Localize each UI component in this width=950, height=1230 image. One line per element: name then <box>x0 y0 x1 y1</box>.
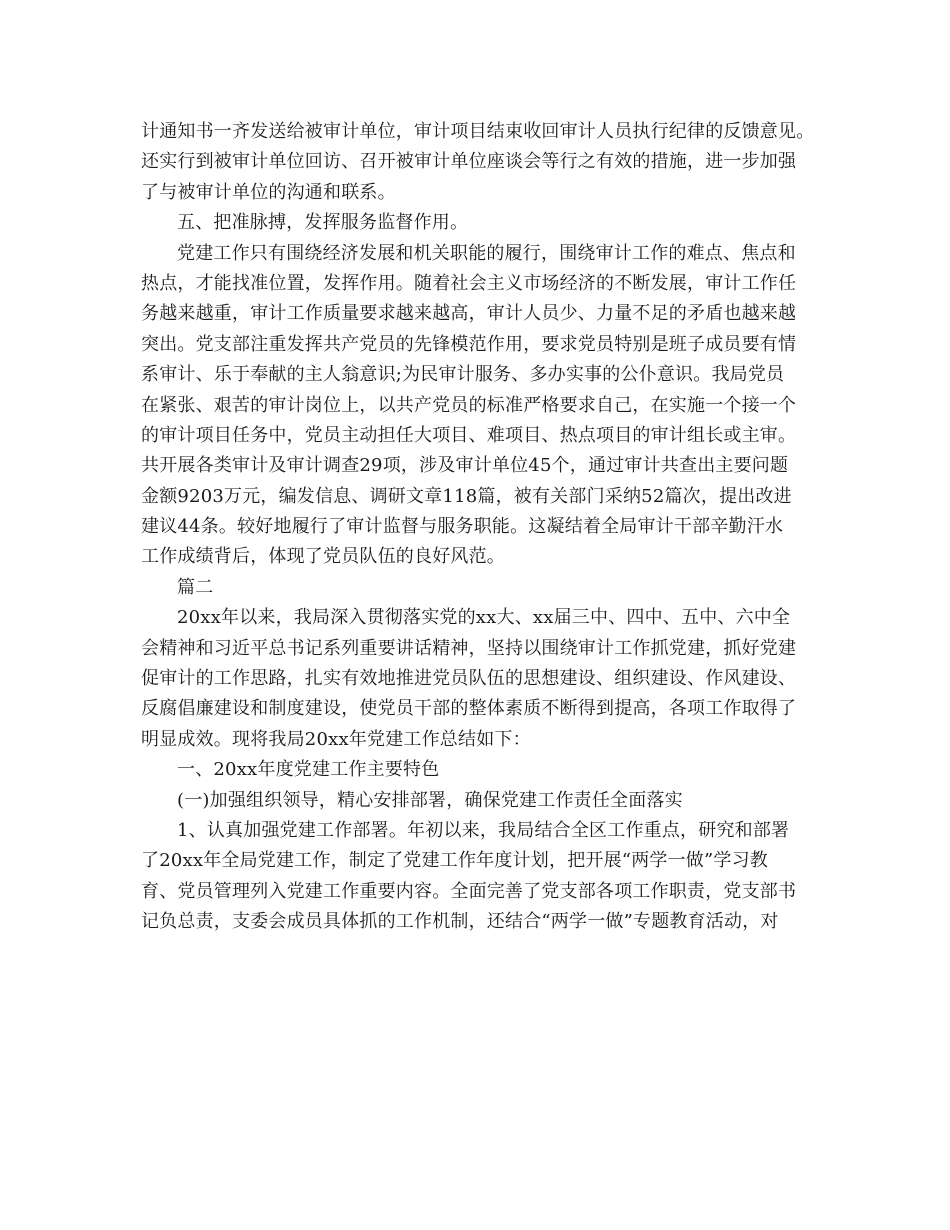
text-line: 促审计的工作思路，扎实有效地推进党员队伍的思想建设、组织建设、作风建设、 <box>141 668 797 690</box>
text-line: 热点，才能找准位置，发挥作用。随着社会主义市场经济的不断发展，审计工作任 <box>141 272 797 294</box>
text-line: 记负总责，支委会成员具体抓的工作机制，还结合“两学一做”专题教育活动，对 <box>141 911 779 933</box>
text-line: 20xx年以来，我局深入贯彻落实党的xx大、xx届三中、四中、五中、六中全 <box>177 607 791 629</box>
text-line: 了20xx年全局党建工作，制定了党建工作年度计划，把开展“两学一做”学习教 <box>141 850 769 872</box>
text-line: 明显成效。现将我局20xx年党建工作总结如下： <box>141 728 531 750</box>
text-line: 金额9203万元，编发信息、调研文章118篇，被有关部门采纳52篇次，提出改进 <box>141 485 792 507</box>
text-line: 1、认真加强党建工作部署。年初以来，我局结合全区工作重点，研究和部署 <box>177 819 790 841</box>
text-line: 还实行到被审计单位回访、召开被审计单位座谈会等行之有效的措施，进一步加强 <box>141 151 797 173</box>
text-line: 系审计、乐于奉献的主人翁意识;为民审计服务、多办实事的公仆意识。我局党员 <box>141 364 785 386</box>
text-line: 篇二 <box>177 576 214 598</box>
text-line: 计通知书一齐发送给被审计单位，审计项目结束收回审计人员执行纪律的反馈意见。 <box>141 121 815 142</box>
text-line: 育、党员管理列入党建工作重要内容。全面完善了党支部各项工作职责，党支部书 <box>141 880 797 902</box>
text-line: 在紧张、艰苦的审计岗位上，以共产党员的标准严格要求自己，在实施一个接一个 <box>141 394 797 416</box>
text-line: 了与被审计单位的沟通和联系。 <box>141 181 396 203</box>
document-body <box>141 117 813 938</box>
text-line: 反腐倡廉建设和制度建设，使党员干部的整体素质不断得到提高，各项工作取得了 <box>141 698 797 720</box>
text-line: 一、20xx年度党建工作主要特色 <box>177 759 440 781</box>
text-line: 的审计项目任务中，党员主动担任大项目、难项目、热点项目的审计组长或主审。 <box>141 424 797 446</box>
text-line: 工作成绩背后，体现了党员队伍的良好风范。 <box>141 546 505 568</box>
text-line: 共开展各类审计及审计调查29项，涉及审计单位45个，通过审计共查出主要问题 <box>141 455 789 477</box>
text-line: 会精神和习近平总书记系列重要讲话精神，坚持以围绕审计工作抓党建，抓好党建 <box>141 637 797 659</box>
text-line: 务越来越重，审计工作质量要求越来越高，审计人员少、力量不足的矛盾也越来越 <box>141 303 797 325</box>
text-line: 突出。党支部注重发挥共产党员的先锋模范作用，要求党员特别是班子成员要有情 <box>141 333 797 355</box>
text-line: 建议44条。较好地履行了审计监督与服务职能。这凝结着全局审计干部辛勤汗水 <box>141 516 784 538</box>
text-line: (一)加强组织领导，精心安排部署，确保党建工作责任全面落实 <box>177 789 683 811</box>
text-line: 党建工作只有围绕经济发展和机关职能的履行，围绕审计工作的难点、焦点和 <box>177 242 796 264</box>
text-line: 五、把准脉搏，发挥服务监督作用。 <box>177 212 469 234</box>
